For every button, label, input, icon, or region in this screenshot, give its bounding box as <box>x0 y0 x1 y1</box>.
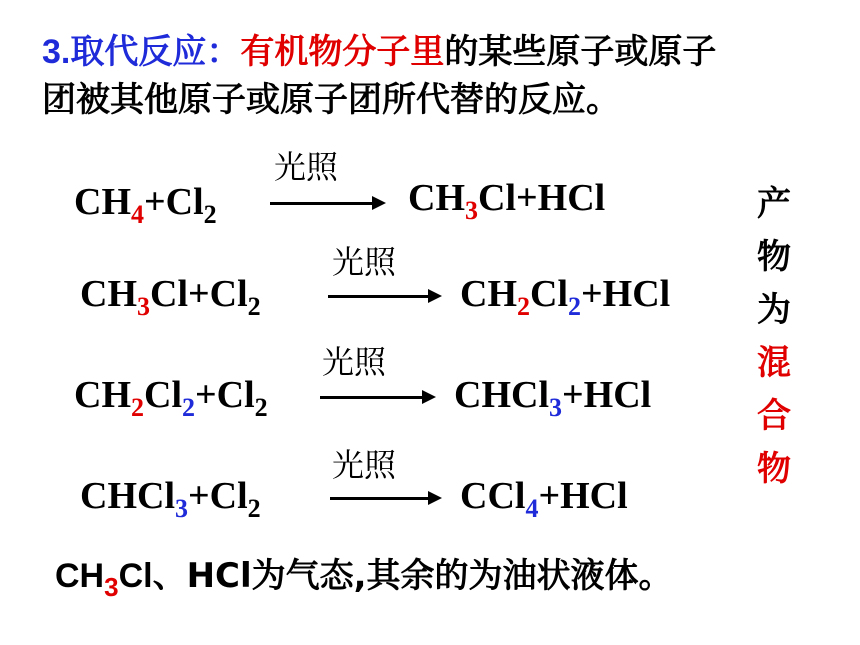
side-note <box>752 178 796 496</box>
reaction-arrow-2 <box>328 295 438 298</box>
side-note-char: 产 <box>757 184 791 224</box>
footer-note: $CH_3Cl$、HCl为气态,其余的为油状液体。 <box>55 556 673 602</box>
reaction-1-reactants: $CH_4+Cl_2$ <box>74 181 217 229</box>
reaction-arrow-3 <box>320 396 432 399</box>
side-note-highlight-char: 物 <box>757 449 791 489</box>
side-note-char: 为 <box>757 290 791 330</box>
term-keyword: 取代反应： <box>70 32 241 72</box>
reaction-2-products: $CH_2Cl_2+HCl$ <box>460 273 671 321</box>
reaction-4-reactants: $CHCl_3+Cl_2$ <box>80 475 261 523</box>
reaction-3-reactants: $CH_2Cl_2+Cl_2$ <box>74 374 268 422</box>
definition-line-2: 团被其他原子或原子团所代替的反应。 <box>42 80 620 120</box>
reaction-1-products: $CH_3Cl+HCl$ <box>408 177 606 225</box>
reaction-4-products: CCl$_4$+HCl <box>460 475 628 523</box>
condition-label-1: 光照 <box>274 148 339 186</box>
term-highlight: 有机物分子里 <box>240 32 445 72</box>
condition-label-3: 光照 <box>322 343 387 381</box>
definition-rest: 的某些原子或原子 <box>444 32 717 72</box>
condition-label-2: 光照 <box>332 243 397 281</box>
side-note-highlight-char: 合 <box>757 396 791 436</box>
definition-line-1 <box>42 28 716 76</box>
reaction-3-products: CHCl$_3$+HCl <box>454 374 652 422</box>
definition-text <box>42 28 716 124</box>
condition-label-4: 光照 <box>332 446 397 484</box>
section-number: 3. <box>42 33 71 71</box>
reaction-arrow-4 <box>330 497 438 500</box>
reaction-arrow-1 <box>270 202 382 205</box>
side-note-highlight-char: 混 <box>757 343 791 383</box>
reaction-2-reactants: $CH_3Cl+Cl_2$ <box>80 273 261 321</box>
side-note-char: 物 <box>757 237 791 277</box>
